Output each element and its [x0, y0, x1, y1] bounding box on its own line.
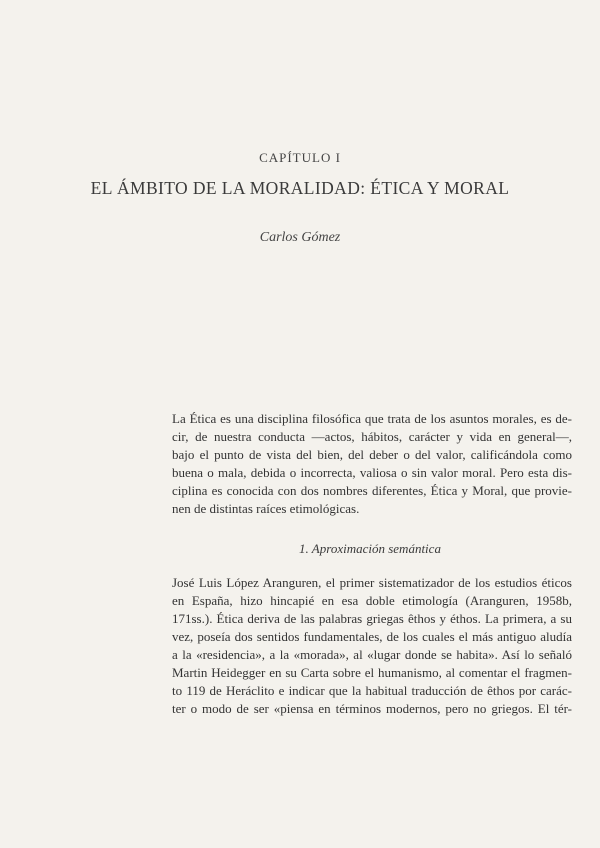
chapter-label: CAPÍTULO I	[259, 150, 341, 165]
body-paragraph	[172, 574, 572, 718]
intro-line: bajo el punto de vista del bien, del deber o del valor, calificándola como	[172, 447, 572, 462]
intro-line: ciplina es conocida con dos nombres diferentes, Ética y Moral, que provie-	[172, 483, 572, 498]
body-line: vez, poseía dos sentidos fundamentales, de los cuales el más antiguo aludía	[172, 629, 572, 644]
intro-line: La Ética es una disciplina filosófica que trata de los asuntos morales, es de-	[172, 411, 572, 426]
body-line: Martin Heidegger en su Carta sobre el humanismo, al comentar el fragmen-	[172, 665, 572, 680]
intro-line: cir, de nuestra conducta —actos, hábitos, carácter y vida en general—,	[172, 429, 572, 444]
author-name: Carlos Gómez	[259, 230, 341, 245]
body-line: ter o modo de ser «piensa en términos modernos, pero no griegos. El tér-	[172, 701, 572, 716]
chapter-title: EL ÁMBITO DE LA MORALIDAD: ÉTICA Y MORAL	[90, 178, 510, 198]
body-line: José Luis López Aranguren, el primer sistematizador de los estudios éticos	[172, 575, 572, 590]
body-line: en España, hizo hincapié en esa doble etimología (Aranguren, 1958b,	[172, 593, 572, 608]
intro-line: nen de distintas raíces etimológicas.	[172, 501, 360, 516]
intro-line: buena o mala, debida o incorrecta, valiosa o sin valor moral. Pero esta dis-	[172, 465, 572, 480]
intro-paragraph	[172, 410, 572, 518]
body-line: to 119 de Heráclito e indicar que la habitual traducción de êthos por carác-	[172, 683, 572, 698]
section-heading: 1. Aproximación semántica	[299, 541, 441, 556]
body-line: 171ss.). Ética deriva de las palabras griegas êthos y éthos. La primera, a su	[172, 611, 572, 626]
body-line: a la «residencia», a la «morada», al «lugar donde se habita». Así lo señaló	[172, 647, 572, 662]
